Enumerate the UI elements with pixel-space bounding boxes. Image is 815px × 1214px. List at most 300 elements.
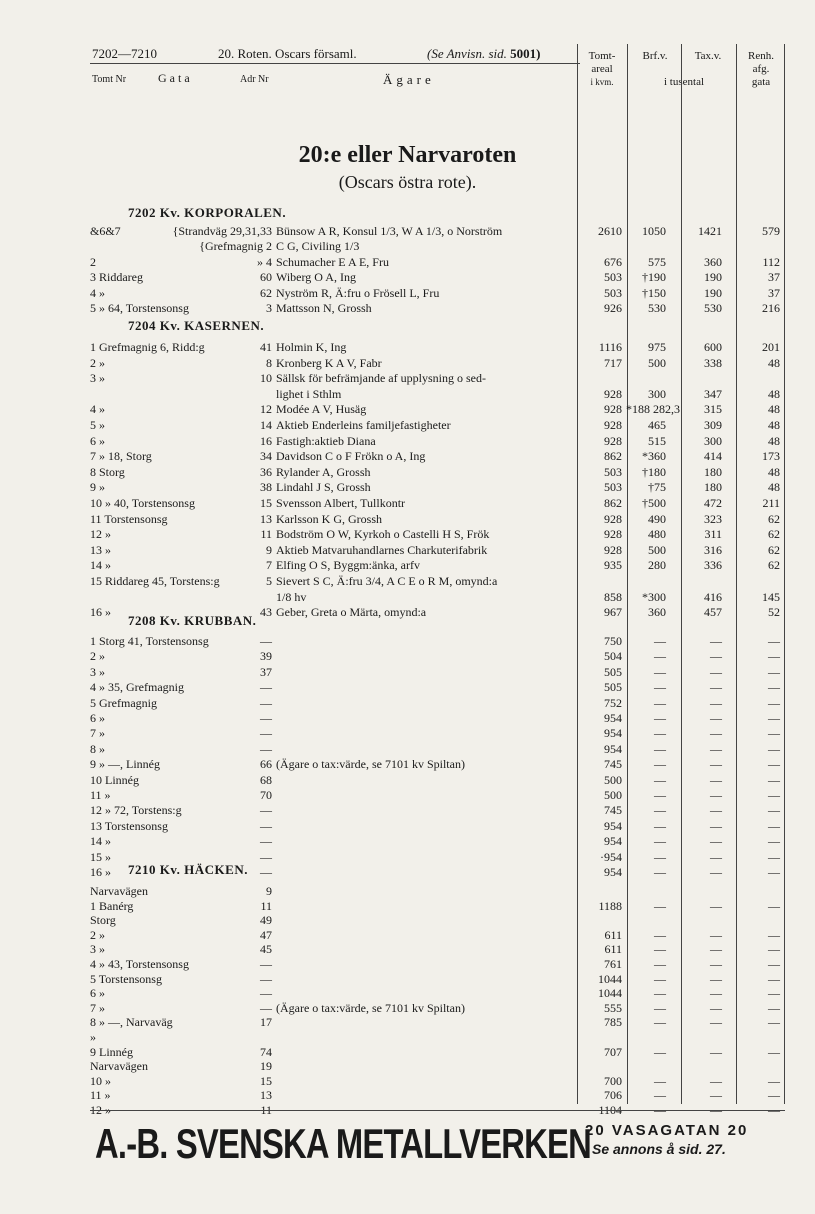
renh-cell: 62: [768, 558, 780, 573]
areal-cell: 717: [604, 355, 622, 370]
tomt-cell: 12 »: [90, 1103, 111, 1117]
tax-cell: —: [710, 957, 722, 971]
areal-cell: 928: [604, 511, 622, 526]
adr-cell: 8: [266, 355, 272, 370]
renh-cell: 62: [768, 542, 780, 557]
adr-cell: —: [260, 634, 272, 648]
tomt-cell: »: [90, 1030, 96, 1044]
table-row: [90, 726, 790, 742]
owner-cell: Schumacher E A E, Fru: [276, 254, 389, 269]
adr-cell: —: [260, 849, 272, 864]
table-row: [90, 255, 790, 271]
owner-cell: Rylander A, Grossh: [276, 464, 371, 479]
table-row: [90, 449, 790, 465]
renh-cell: 112: [762, 254, 780, 269]
tax-cell: —: [710, 788, 722, 802]
owner-cell: (Ägare o tax:värde, se 7101 kv Spiltan): [276, 1000, 465, 1015]
header-rule: [90, 63, 580, 64]
owner-cell: Karlsson K G, Grossh: [276, 511, 382, 526]
adr-cell: 12: [260, 402, 272, 417]
brf-cell: —: [654, 1000, 666, 1015]
areal-cell: 862: [604, 449, 622, 464]
adr-cell: —: [260, 971, 272, 986]
adr-cell: 11: [260, 1103, 272, 1117]
table-row: [90, 387, 790, 403]
tomt-cell: 7 »: [90, 1000, 105, 1015]
areal-cell: 611: [604, 927, 622, 942]
table-row: [90, 590, 790, 606]
areal-cell: 928: [604, 542, 622, 557]
advert-name: A.-B. SVENSKA METALLVERKEN: [95, 1120, 592, 1167]
areal-cell: 928: [604, 527, 622, 542]
areal-cell: 967: [604, 605, 622, 620]
tomt-cell: 8 » —, Narvaväg: [90, 1015, 173, 1030]
tomt-cell: 13 »: [90, 542, 111, 557]
adr-cell: 13: [260, 511, 272, 526]
table-row: [90, 834, 790, 850]
areal-cell: 555: [604, 1000, 622, 1015]
renh-cell: 62: [768, 511, 780, 526]
adr-cell: 37: [260, 664, 272, 679]
tomt-cell: 7 » 18, Storg: [90, 449, 152, 464]
owner-cell: Wiberg O A, Ing: [276, 270, 356, 285]
page-title: 20:e eller Narvaroten: [298, 142, 517, 168]
adr-cell: 14: [260, 418, 272, 432]
col-gata: Gata: [158, 71, 193, 85]
tomt-cell: 4 » 35, Grefmagnig: [90, 680, 184, 695]
renh-cell: 48: [768, 386, 780, 401]
brf-cell: †190: [642, 270, 666, 285]
tomt-cell: 12 » 72, Torstens:g: [90, 803, 182, 818]
table-row: [90, 649, 790, 665]
areal-cell: 761: [604, 957, 622, 971]
adr-cell: 36: [260, 464, 272, 479]
advert-address: 20 VASAGATAN 20: [585, 1122, 749, 1139]
table-row: [90, 1074, 790, 1090]
areal-cell: 954: [604, 865, 622, 879]
tomt-cell: 16 »: [90, 605, 111, 620]
areal-cell: 1044: [598, 971, 622, 986]
tomt-cell: 15 Riddareg 45, Torstens:g: [90, 574, 220, 588]
brf-cell: †150: [642, 285, 666, 300]
tomt-cell: 1 Storg 41, Torstensonsg: [90, 634, 209, 648]
brf-cell: —: [654, 1044, 666, 1059]
renh-cell: —: [768, 957, 780, 971]
table-row: [90, 543, 790, 559]
brf-cell: †180: [642, 464, 666, 479]
brf-cell: —: [654, 788, 666, 802]
table-row: [90, 634, 790, 650]
tax-cell: —: [710, 1000, 722, 1015]
block-heading: 7208 Kv. KRUBBAN.: [128, 613, 257, 628]
areal-cell: 954: [604, 726, 622, 741]
tomt-cell: 4 »: [90, 402, 105, 417]
adr-cell: —: [260, 957, 272, 971]
tomt-cell: 3 »: [90, 664, 105, 679]
tomt-cell: 8 Storg: [90, 464, 125, 479]
table-row: [90, 402, 790, 418]
brf-cell: —: [654, 680, 666, 695]
brf-cell: —: [654, 986, 666, 1001]
tax-cell: —: [710, 1044, 722, 1059]
tax-cell: —: [710, 898, 722, 913]
owner-cell: Fastigh:aktieb Diana: [276, 433, 376, 448]
renh-cell: —: [768, 772, 780, 787]
tax-cell: 600: [704, 340, 722, 354]
areal-cell: 504: [604, 649, 622, 664]
renh-cell: 201: [762, 340, 780, 354]
adr-cell: 7: [266, 558, 272, 573]
table-row: [90, 899, 790, 915]
tax-cell: 300: [704, 433, 722, 448]
tax-cell: —: [710, 634, 722, 648]
owner-cell: Nyström R, Ä:fru o Frösell L, Fru: [276, 285, 440, 300]
renh-cell: 48: [768, 464, 780, 479]
table-row: [90, 340, 790, 356]
brf-cell: —: [654, 1073, 666, 1088]
table-row: [90, 286, 790, 302]
areal-cell: 926: [604, 301, 622, 315]
brf-cell: †500: [642, 496, 666, 510]
tomt-cell: 1 Banérg: [90, 898, 134, 913]
areal-cell: 858: [604, 589, 622, 604]
brf-cell: —: [654, 1103, 666, 1117]
tax-cell: —: [710, 741, 722, 756]
owner-cell: (Ägare o tax:värde, se 7101 kv Spiltan): [276, 757, 465, 772]
renh-cell: 211: [762, 496, 780, 510]
adr-cell: 19: [260, 1059, 272, 1074]
tax-cell: —: [710, 1088, 722, 1103]
table-row: [90, 1103, 790, 1119]
adr-cell: 70: [260, 788, 272, 802]
brf-cell: —: [654, 898, 666, 913]
renh-cell: —: [768, 1044, 780, 1059]
owner-cell: 1/8 hv: [276, 589, 307, 604]
tax-cell: —: [710, 1015, 722, 1030]
tomt-cell: 13 Torstensonsg: [90, 818, 168, 833]
table-row: [90, 224, 790, 240]
renh-cell: 216: [762, 301, 780, 315]
tax-cell: —: [710, 986, 722, 1001]
tomt-cell: &6&7: [90, 224, 121, 238]
adr-cell: 39: [260, 649, 272, 664]
areal-cell: 707: [604, 1044, 622, 1059]
tax-cell: —: [710, 927, 722, 942]
tax-cell: 530: [704, 301, 722, 315]
brf-cell: 1050: [642, 224, 666, 238]
areal-cell: 500: [604, 772, 622, 787]
adr-cell: 9: [266, 542, 272, 557]
tax-cell: 416: [704, 589, 722, 604]
adr-cell: —: [260, 865, 272, 879]
tax-cell: —: [710, 1103, 722, 1117]
tax-cell: —: [710, 865, 722, 879]
owner-cell: Mattsson N, Grossh: [276, 301, 372, 315]
adr-cell: —: [260, 726, 272, 741]
tomt-cell: 16 »: [90, 865, 111, 879]
brf-cell: †75: [648, 480, 666, 495]
table-row: [90, 819, 790, 835]
areal-cell: 700: [604, 1073, 622, 1088]
brf-cell: —: [654, 741, 666, 756]
brf-cell: —: [654, 1088, 666, 1103]
brf-cell: 500: [648, 355, 666, 370]
tomt-cell: 2 »: [90, 355, 105, 370]
renh-cell: —: [768, 726, 780, 741]
areal-cell: 1044: [598, 986, 622, 1001]
tax-cell: 315: [704, 402, 722, 417]
adr-cell: —: [260, 834, 272, 849]
adr-cell: —: [260, 803, 272, 818]
tomt-cell: 3 Riddareg: [90, 270, 143, 285]
renh-cell: —: [768, 788, 780, 802]
table-row: [90, 512, 790, 528]
table-row: [90, 928, 790, 944]
tomt-cell: 10 »: [90, 1073, 111, 1088]
tomt-cell: 8 »: [90, 741, 105, 756]
tomt-cell: 10 Linnég: [90, 772, 139, 787]
tax-cell: —: [710, 803, 722, 818]
areal-cell: 954: [604, 741, 622, 756]
brf-cell: —: [654, 957, 666, 971]
table-row: [90, 680, 790, 696]
adr-cell: 60: [260, 270, 272, 285]
tax-cell: 360: [704, 254, 722, 269]
renh-cell: 52: [768, 605, 780, 620]
adr-cell: 11: [260, 527, 272, 542]
tax-cell: 309: [704, 418, 722, 432]
owner-cell: Geber, Greta o Märta, omynd:a: [276, 605, 427, 620]
table-row: [90, 665, 790, 681]
tax-cell: 323: [704, 511, 722, 526]
tax-cell: 190: [704, 285, 722, 300]
table-row: [90, 356, 790, 372]
areal-cell: 503: [604, 464, 622, 479]
tax-cell: —: [710, 942, 722, 957]
renh-cell: 48: [768, 480, 780, 495]
areal-cell: 706: [604, 1088, 622, 1103]
table-row: [90, 270, 790, 286]
brf-cell: —: [654, 649, 666, 664]
block-heading: 7204 Kv. KASERNEN.: [128, 318, 265, 333]
table-row: [90, 986, 790, 1002]
table-row: [90, 574, 790, 590]
tomt-cell: 14 »: [90, 558, 111, 573]
areal-cell: 2610: [598, 224, 622, 238]
adr-cell: 66: [260, 757, 272, 772]
tomt-cell: 14 »: [90, 834, 111, 849]
renh-cell: —: [768, 1088, 780, 1103]
renh-cell: —: [768, 1015, 780, 1030]
renh-cell: 37: [768, 285, 780, 300]
tomt-cell: 10 » 40, Torstensonsg: [90, 496, 195, 510]
tomt-cell: 5 Torstensonsg: [90, 971, 162, 986]
owner-cell: Lindahl J S, Grossh: [276, 480, 371, 495]
areal-cell: 503: [604, 285, 622, 300]
areal-cell: 954: [604, 711, 622, 725]
owner-cell: Modée A V, Husäg: [276, 402, 367, 417]
renh-cell: 48: [768, 402, 780, 417]
adr-cell: 17: [260, 1015, 272, 1030]
tomt-cell: Narvavägen: [90, 1059, 148, 1074]
brf-cell: 975: [648, 340, 666, 354]
tomt-cell: 6 »: [90, 433, 105, 448]
owner-cell: Sällsk för befrämjande af upplysning o sed-: [276, 371, 486, 386]
owner-cell: Aktieb Enderleins familjefastigheter: [276, 418, 451, 432]
renh-cell: 48: [768, 433, 780, 448]
usage-note: (Se Anvisn. sid. 5001): [427, 46, 541, 61]
tomt-cell: 6 »: [90, 711, 105, 725]
brf-cell: 500: [648, 542, 666, 557]
brf-cell: —: [654, 803, 666, 818]
adr-cell: 74: [260, 1044, 272, 1059]
tomt-cell: 4 » 43, Torstensonsg: [90, 957, 189, 971]
areal-cell: 928: [604, 433, 622, 448]
table-row: [90, 465, 790, 481]
block-heading: 7210 Kv. HÄCKEN.: [128, 862, 248, 877]
tomt-cell: 2: [90, 254, 96, 269]
tomt-cell: 1 Grefmagnig 6, Ridd:g: [90, 340, 205, 354]
brf-cell: —: [654, 664, 666, 679]
areal-cell: 676: [604, 254, 622, 269]
table-row: [90, 371, 790, 387]
tax-cell: 180: [704, 464, 722, 479]
tomt-cell: 6 »: [90, 986, 105, 1001]
renh-cell: —: [768, 803, 780, 818]
renh-cell: —: [768, 865, 780, 879]
areal-cell: 505: [604, 664, 622, 679]
renh-cell: 37: [768, 270, 780, 285]
tax-cell: 316: [704, 542, 722, 557]
adr-cell: 13: [260, 1088, 272, 1103]
adr-cell: 43: [260, 605, 272, 620]
owner-cell: Sievert S C, Ä:fru 3/4, A C E o R M, omynd:a: [276, 574, 498, 588]
tax-cell: 311: [704, 527, 722, 542]
renh-cell: 62: [768, 527, 780, 542]
areal-cell: 928: [604, 402, 622, 417]
renh-cell: 145: [762, 589, 780, 604]
adr-cell: 38: [260, 480, 272, 495]
brf-cell: —: [654, 772, 666, 787]
tax-cell: —: [710, 772, 722, 787]
brf-cell: —: [654, 818, 666, 833]
areal-cell: 500: [604, 788, 622, 802]
adr-cell: 41: [260, 340, 272, 354]
usage-note-page: 5001): [510, 46, 541, 61]
tomt-cell: 9 Linnég: [90, 1044, 133, 1059]
tax-cell: —: [710, 818, 722, 833]
adr-cell: —: [260, 680, 272, 695]
table-row: [90, 942, 790, 958]
adr-cell: 47: [260, 927, 272, 942]
adr-cell: {Strandväg 29,31,33: [172, 224, 272, 238]
tax-cell: —: [710, 1073, 722, 1088]
table-row: [90, 913, 790, 929]
col-renh: Renh. afg. gata: [748, 50, 774, 88]
adr-cell: —: [260, 711, 272, 725]
areal-cell: 611: [604, 942, 622, 957]
brf-cell: 300: [648, 386, 666, 401]
table-row: [90, 773, 790, 789]
areal-cell: 1116: [598, 340, 622, 354]
tax-cell: —: [710, 757, 722, 772]
col-tax: Tax.v.: [694, 50, 722, 62]
tomt-cell: 5 Grefmagnig: [90, 695, 157, 710]
areal-cell: 752: [604, 695, 622, 710]
renh-cell: —: [768, 1000, 780, 1015]
table-row: [90, 434, 790, 450]
owner-cell: Davidson C o F Frökn o A, Ing: [276, 449, 426, 464]
renh-cell: —: [768, 680, 780, 695]
tomt-cell: 5 » 64, Torstensonsg: [90, 301, 189, 315]
renh-cell: —: [768, 986, 780, 1001]
renh-cell: —: [768, 695, 780, 710]
renh-cell: —: [768, 942, 780, 957]
table-row: [90, 527, 790, 543]
col-tusental: i tusental: [663, 76, 705, 88]
renh-cell: —: [768, 741, 780, 756]
areal-cell: 750: [604, 634, 622, 648]
areal-cell: 785: [604, 1015, 622, 1030]
tomt-cell: 2 »: [90, 649, 105, 664]
tomt-cell: 9 »: [90, 480, 105, 495]
areal-cell: 745: [604, 757, 622, 772]
brf-cell: —: [654, 757, 666, 772]
table-row: [90, 803, 790, 819]
tax-cell: —: [710, 834, 722, 849]
col-areal: Tomt- areal i kvm.: [588, 50, 616, 87]
table-row: [90, 496, 790, 512]
table-row: [90, 239, 790, 255]
areal-cell: 935: [604, 558, 622, 573]
renh-cell: 173: [762, 449, 780, 464]
renh-cell: —: [768, 898, 780, 913]
tomt-cell: 12 »: [90, 527, 111, 542]
tax-cell: 190: [704, 270, 722, 285]
tomt-cell: 11 »: [90, 788, 111, 802]
adr-cell: —: [260, 986, 272, 1001]
brf-cell: —: [654, 942, 666, 957]
tax-cell: 457: [704, 605, 722, 620]
table-row: [90, 1045, 790, 1061]
tax-cell: —: [710, 849, 722, 864]
owner-cell: Bünsow A R, Konsul 1/3, W A 1/3, o Norström: [276, 224, 503, 238]
areal-cell: 954: [604, 834, 622, 849]
tomt-cell: 15 »: [90, 849, 111, 864]
tax-cell: 414: [704, 449, 722, 464]
renh-cell: —: [768, 664, 780, 679]
renh-cell: —: [768, 818, 780, 833]
brf-cell: —: [654, 927, 666, 942]
areal-cell: 505: [604, 680, 622, 695]
table-row: [90, 884, 790, 900]
adr-cell: 68: [260, 772, 272, 787]
renh-cell: —: [768, 757, 780, 772]
brf-cell: —: [654, 971, 666, 986]
tax-cell: —: [710, 971, 722, 986]
renh-cell: —: [768, 834, 780, 849]
tax-cell: 180: [704, 480, 722, 495]
brf-cell: —: [654, 1015, 666, 1030]
page-subtitle: (Oscars östra rote).: [338, 172, 477, 192]
owner-cell: C G, Civiling 1/3: [276, 239, 360, 254]
brf-cell: *360: [642, 449, 666, 464]
owner-cell: lighet i Sthlm: [276, 386, 342, 401]
adr-cell: 5: [266, 574, 272, 588]
areal-cell: 745: [604, 803, 622, 818]
table-row: [90, 1059, 790, 1075]
adr-cell: 10: [260, 371, 272, 386]
